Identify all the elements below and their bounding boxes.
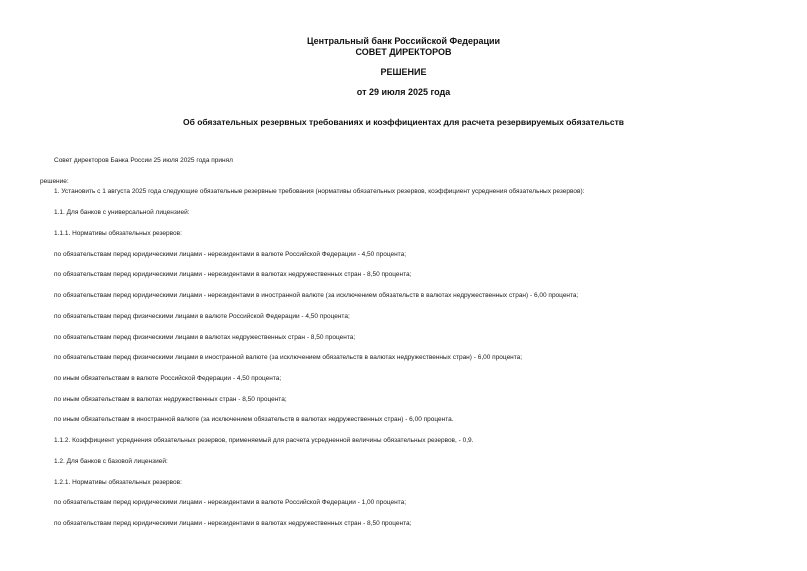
paragraph-line: по иным обязательствам в иностранной валюте (за исключением обязательств в валютах недружественных стран) - 6,00 процента. (54, 416, 454, 423)
paragraph-line: 1.2.1. Нормативы обязательных резервов: (54, 479, 182, 486)
doc-type: РЕШЕНИЕ (380, 67, 427, 77)
org-name: Центральный банк Российской Федерации (306, 36, 501, 46)
paragraph-line: 1.2. Для банков с базовой лицензией: (54, 458, 168, 465)
board-name: СОВЕТ ДИРЕКТОРОВ (355, 47, 452, 57)
paragraph-line: по иным обязательствам в валютах недружественных стран - 8,50 процента; (54, 396, 287, 403)
paragraph-line: 1.1.2. Коэффициент усреднения обязательных резервов, применяемый для расчета усредненной величины обязательных резервов, - 0,9. (54, 437, 474, 444)
doc-date: от 29 июля 2025 года (356, 87, 451, 97)
paragraph-line: 1. Установить с 1 августа 2025 года следующие обязательные резервные требования (нормативы обязательных резервов, коэффициент усреднения обязательных резервов): (54, 188, 585, 195)
doc-title: Об обязательных резервных требованиях и коэффициентах для расчета резервируемых обязательств (182, 117, 625, 127)
paragraph-line: по обязательствам перед юридическими лицами - нерезидентами в валюте Российской Федерации - 1,00 процента; (54, 499, 406, 506)
paragraph-line: 1.1. Для банков с универсальной лицензией: (54, 209, 190, 216)
paragraph-line: по обязательствам перед юридическими лицами - нерезидентами в иностранной валюте (за исключением обязательств в валютах недружественных стран) - 6,00 процента; (54, 292, 579, 299)
paragraph-line: по обязательствам перед юридическими лицами - нерезидентами в валютах недружественных стран - 8,50 процента; (54, 271, 412, 278)
paragraph-line: по обязательствам перед юридическими лицами - нерезидентами в валютах недружественных стран - 8,50 процента; (54, 520, 412, 527)
paragraph-line: 1.1.1. Нормативы обязательных резервов: (54, 230, 182, 237)
paragraph-line: по обязательствам перед юридическими лицами - нерезидентами в валюте Российской Федерации - 4,50 процента; (54, 251, 406, 258)
paragraph-line: по обязательствам перед физическими лицами в валюте Российской Федерации - 4,50 процента; (54, 313, 350, 320)
decision-word: решение: (40, 178, 69, 185)
paragraph-line: по обязательствам перед физическими лицами в иностранной валюте (за исключением обязательств в валютах недружественных стран) - 6,00 процента; (54, 354, 523, 361)
intro-text: Совет директоров Банка России 25 июля 2025 года принял (54, 157, 233, 164)
paragraph-line: по иным обязательствам в валюте Российской Федерации - 4,50 процента; (54, 375, 282, 382)
paragraph-line: по обязательствам перед физическими лицами в валютах недружественных стран - 8,50 процента; (54, 334, 356, 341)
